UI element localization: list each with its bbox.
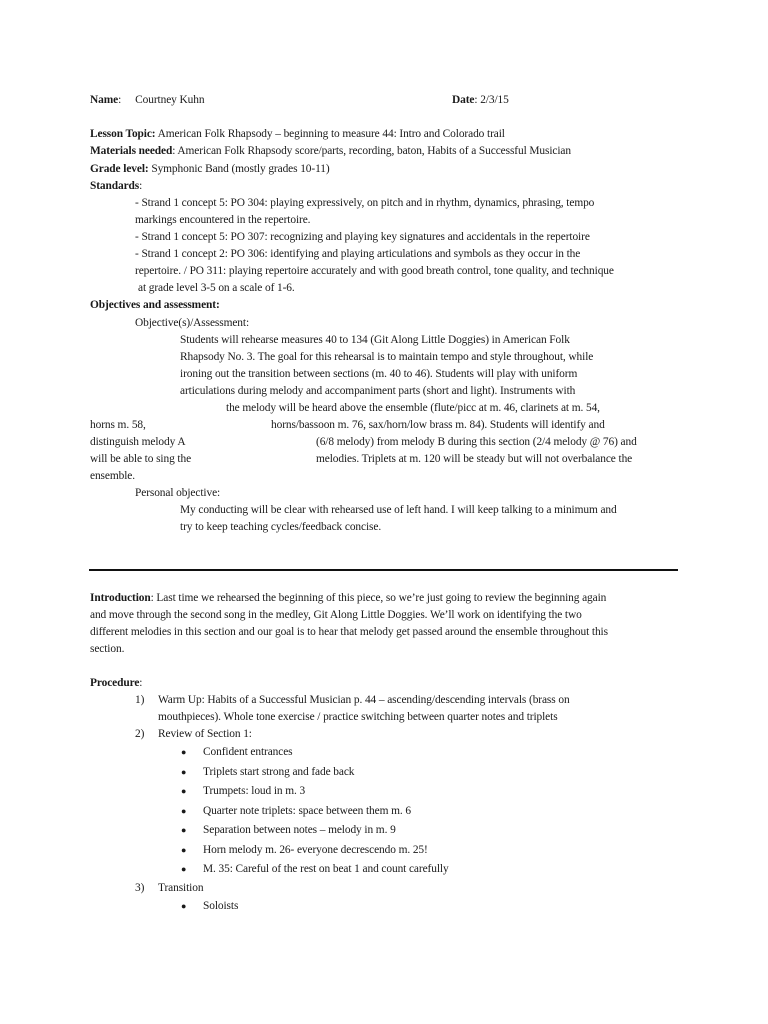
materials-value: : American Folk Rhapsody score/parts, recording, baton, Habits of a Successful Musician: [172, 145, 571, 157]
introduction-line: different melodies in this section and our goal is to hear that melody get passed around the ensemble throughout this: [90, 626, 608, 638]
grade-level-row: [90, 161, 330, 177]
objectives-heading: Objectives and assessment:: [90, 299, 220, 311]
objective-line-left: horns m. 58,: [90, 419, 146, 431]
objectives-sub-label: Objective(s)/Assessment:: [135, 317, 250, 329]
materials-label: Materials needed: [90, 145, 173, 157]
standards-label: Standards: [90, 180, 140, 192]
bullet-icon: ●: [181, 825, 187, 835]
bullet-icon: ●: [181, 747, 187, 757]
date-value: 2/3/15: [480, 94, 509, 106]
bullet-icon: ●: [181, 786, 187, 796]
introduction-row: [90, 590, 606, 606]
step-number: 3): [135, 882, 145, 894]
grade-level-label: Grade level:: [90, 163, 149, 175]
name-row: Name: Courtney Kuhn: [90, 94, 205, 106]
materials-row: [90, 143, 571, 159]
lesson-topic-value: American Folk Rhapsody – beginning to measure 44: Intro and Colorado trail: [157, 128, 505, 140]
procedure-row: Procedure:: [90, 677, 143, 689]
step-text: Warm Up: Habits of a Successful Musician p. 44 – ascending/descending intervals (brass on: [158, 694, 570, 706]
standards-row: Standards:: [90, 180, 143, 192]
personal-objective-label: Personal objective:: [135, 487, 221, 499]
standards-line: - Strand 1 concept 2: PO 306: identifying and playing articulations and symbols as they occur in the: [135, 248, 581, 260]
review-bullet: Horn melody m. 26- everyone decrescendo m. 25!: [203, 844, 428, 856]
step-number: 1): [135, 694, 145, 706]
objective-line-right: melodies. Triplets at m. 120 will be steady but will not overbalance the: [316, 453, 633, 465]
objective-line-right: (6/8 melody) from melody B during this section (2/4 melody @ 76) and: [316, 436, 637, 448]
step-text: mouthpieces). Whole tone exercise / practice switching between quarter notes and triplets: [158, 711, 558, 723]
standards-line: markings encountered in the repertoire.: [135, 214, 311, 226]
objective-line: Students will rehearse measures 40 to 134 (Git Along Little Doggies) in American Folk: [180, 334, 570, 346]
bullet-icon: ●: [181, 845, 187, 855]
review-bullet: M. 35: Careful of the rest on beat 1 and count carefully: [203, 863, 449, 875]
grade-level-value: Symphonic Band (mostly grades 10-11): [151, 163, 330, 175]
introduction-line: section.: [90, 643, 125, 655]
introduction-line: and move through the second song in the medley, Git Along Little Doggies. We’ll work on identifying the two: [90, 609, 582, 621]
personal-objective-line: My conducting will be clear with rehearsed use of left hand. I will keep talking to a minimum and: [180, 504, 617, 516]
lesson-topic-row: [90, 126, 505, 142]
review-bullet: Triplets start strong and fade back: [203, 766, 355, 778]
step-text: Review of Section 1:: [158, 728, 252, 740]
objective-line: the melody will be heard above the ensemble (flute/picc at m. 46, clarinets at m. 54,: [226, 402, 600, 414]
bullet-icon: ●: [181, 767, 187, 777]
standards-line: at grade level 3-5 on a scale of 1-6.: [138, 282, 295, 294]
introduction-label: Introduction: [90, 592, 151, 604]
objective-line-left: will be able to sing the: [90, 453, 192, 465]
standards-line: - Strand 1 concept 5: PO 304: playing expressively, on pitch and in rhythm, dynamics, phrasing, tempo: [135, 197, 595, 209]
standards-line: - Strand 1 concept 5: PO 307: recognizing and playing key signatures and accidentals in the repertoire: [135, 231, 590, 243]
step-text: Transition: [158, 882, 204, 894]
bullet-icon: ●: [181, 864, 187, 874]
name-label: Name: [90, 94, 119, 106]
review-bullet: Quarter note triplets: space between them m. 6: [203, 805, 411, 817]
procedure-label: Procedure: [90, 677, 140, 689]
objective-line: ironing out the transition between sections (m. 40 to 46). Students will play with uniform: [180, 368, 578, 380]
date-row: Date: 2/3/15: [452, 94, 509, 106]
objective-line-left: distinguish melody A: [90, 436, 186, 448]
section-divider: [89, 569, 678, 571]
personal-objective-line: try to keep teaching cycles/feedback concise.: [180, 521, 382, 533]
lesson-topic-label: Lesson Topic:: [90, 128, 156, 140]
objective-line: Rhapsody No. 3. The goal for this rehearsal is to maintain tempo and style throughout, while: [180, 351, 594, 363]
objective-line: ensemble.: [90, 470, 135, 482]
objective-line-right: horns/bassoon m. 76, sax/horn/low brass m. 84). Students will identify and: [271, 419, 605, 431]
name-value: Courtney Kuhn: [135, 94, 205, 106]
transition-bullet: Soloists: [203, 900, 239, 912]
standards-line: repertoire. / PO 311: playing repertoire accurately and with good breath control, tone quality, and technique: [135, 265, 614, 277]
bullet-icon: ●: [181, 901, 187, 911]
bullet-icon: ●: [181, 806, 187, 816]
introduction-text: : Last time we rehearsed the beginning of this piece, so we’re just going to review the beginning again: [150, 592, 607, 604]
review-bullet: Separation between notes – melody in m. 9: [203, 824, 396, 836]
review-bullet: Trumpets: loud in m. 3: [203, 785, 306, 797]
date-label: Date: [452, 94, 475, 106]
step-number: 2): [135, 728, 145, 740]
objective-line: articulations during melody and accompaniment parts (short and light). Instruments with: [180, 385, 576, 397]
review-bullet: Confident entrances: [203, 746, 293, 758]
